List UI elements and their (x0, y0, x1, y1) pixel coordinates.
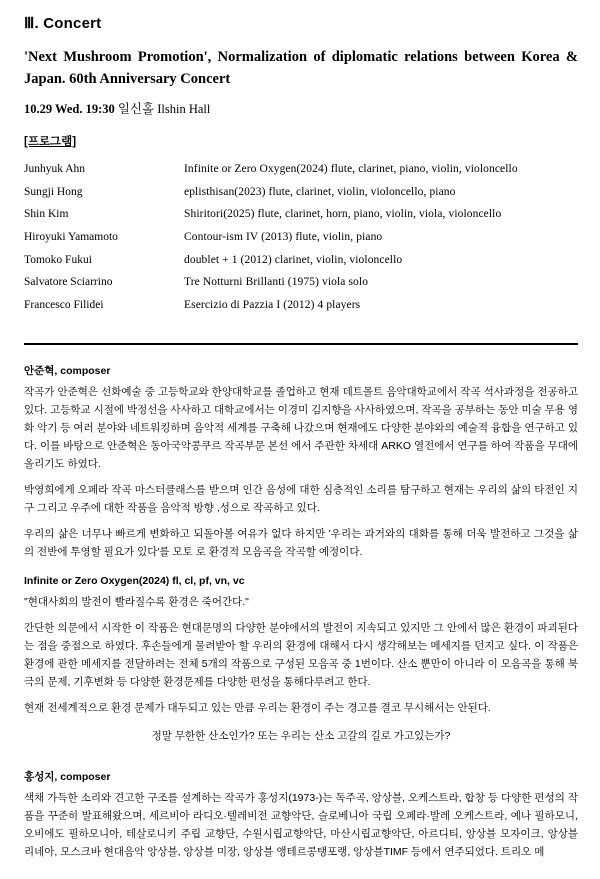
program-work: Infinite or Zero Oxygen(2024) flute, clarinet, piano, violin, violoncello (184, 163, 518, 176)
table-row (24, 181, 578, 204)
work-note-paragraph: 현재 전세계적으로 환경 문제가 대두되고 있는 만큼 우리는 환경이 주는 경고를 결코 무시해서는 안된다. (24, 702, 491, 715)
program-composer: Shin Kim (24, 208, 69, 221)
concert-datetime-venue (24, 99, 578, 117)
program-work: Esercizio di Pazzia I (2012) 4 players (184, 298, 361, 311)
program-work: doublet + 1 (2012) clarinet, violin, violoncello (184, 253, 403, 266)
work-note-heading: Infinite or Zero Oxygen(2024) fl, cl, pf, vn, vc (24, 574, 245, 587)
composer-bio-paragraph: 박영희에게 오페라 작곡 마스터클래스를 받으며 인간 음성에 대한 심층적인 소리를 탐구하고 현재는 우리의 삶의 타전인 지구 그리고 우주에 대한 작품을 음악적 방향 ,성으로 작곡하고 있다. (24, 483, 578, 514)
program-composer: Tomoko Fukui (24, 253, 92, 266)
work-note-paragraph: 간단한 의문에서 시작한 이 작품은 현대문명의 다양한 분야에서의 발전이 지속되고 있지만 그 안에서 많은 환경이 파괴된다는 점을 중점으로 하였다. 후손들에게 물려받아 할 우리의 환경에 대해서 다시 생각해보는 메세지를 던지고 싶다. 이 작품은 환경에 관한 메세지를 전달하려는 전체 5개의 작품으로 구성된 모음곡 중 1번이다. 산소 뿐만이 아니라 이 모음곡을 통해 북극의 문제, 기후변화 등 다양한 환경문제를 다양한 편성을 통해다루려고 한다. (24, 622, 578, 689)
program-composer: Junhyuk Ahn (24, 163, 86, 176)
table-row (24, 294, 578, 317)
program-table (24, 159, 578, 317)
composer-bio-paragraph: 색채 가득한 소리와 견고한 구조를 설계하는 작곡가 홍성지(1973-)는 독주곡, 앙상블, 오케스트라, 합창 등 다양한 편성의 작품을 꾸준히 발표해왔으며, 세르비아 라디오·텔레비전 교향악단, 슬로베니아 국립 오페라·발레 오케스트라, 예나 필하모니, 오비에도 필하모니아, 테살로니키 주립 교향단, 수원시립교향악단, 마산시립교향악단, 아르디티, 앙상블 모자이크, 앙상블 리네아, 모스크바 현대음악 앙상블, 앙상블 미장, 앙상블 앵테르콩탱포랭, 앙상블TIMF 등에서 연주되었다. 트리오 메 (24, 792, 578, 859)
program-composer: Salvatore Sciarrino (24, 276, 113, 289)
table-row (24, 226, 578, 249)
composer-bio-name: 안준혁, composer (24, 364, 111, 377)
program-composer: Sungji Hong (24, 185, 83, 198)
table-row (24, 249, 578, 272)
table-row (24, 272, 578, 295)
work-note-quote: "현대사회의 발전이 빨라질수록 환경은 죽어간다." (24, 595, 249, 608)
concert-title: 'Next Mushroom Promotion', Normalization of diplomatic relations between Korea & Japan. 60th Anniversary Concert (24, 49, 578, 88)
table-row (24, 204, 578, 227)
program-work: Contour-ism IV (2013) flute, violin, piano (184, 230, 383, 243)
program-composer: Hiroyuki Yamamoto (24, 230, 118, 243)
composer-bio-paragraph: 우리의 삶은 너무나 빠르게 변화하고 되돌아볼 여유가 없다 하지만 '우리는 과거와의 대화를 통해 더욱 발전하고 그것을 삶의 전반에 투영할 필요가 있다'를 모토 로 환경적 모음곡을 작곡할 예정이다. (24, 527, 578, 558)
program-work: eplisthisan(2023) flute, clarinet, violin, violoncello, piano (184, 185, 456, 198)
program-composer: Francesco Filidei (24, 298, 104, 311)
work-note-closing-question: 정말 무한한 산소인가? 또는 우리는 산소 고갈의 길로 가고있는가? (151, 730, 451, 743)
page-title: Ⅲ. Concert (24, 15, 102, 32)
concert-venue: 일신홀 Ilshin Hall (117, 101, 211, 116)
composer-bio-name: 홍성지, composer (24, 771, 111, 784)
composer-bio-paragraph: 작곡가 안준혁은 선화예술 중 고등학교와 한양대학교를 졸업하고 현재 데트몰트 음악대학교에서 작곡 석사과정을 전공하고 있다. 고등학교 시절에 박정선을 사사하고 대학교에서는 이경미 김지향을 사사하였으며, 작곡을 공부하는 동안 미술 무용 영화 악기 등 여러 분야와 네트워킹하며 음악적 세계를 구축해 나갔으며 현재에도 다양한 분야와의 예술적 융합을 연구하고 있다. 이를 바탕으로 안준혁은 동아국악콩쿠르 작곡부문 본선 에서 주관한 차세대 ARKO 열전에서 연구를 하여 작품을 무대에 올리기도 하였다. (24, 385, 578, 470)
program-heading: [프로그램] (24, 135, 77, 148)
spacer (24, 751, 578, 769)
program-work: Shiritori(2025) flute, clarinet, horn, piano, violin, viola, violoncello (184, 208, 502, 221)
concert-datetime: 10.29 Wed. 19:30 (24, 101, 115, 116)
table-row (24, 159, 578, 182)
section-divider (24, 343, 578, 345)
program-work: Tre Notturni Brillanti (1975) viola solo (184, 276, 369, 289)
